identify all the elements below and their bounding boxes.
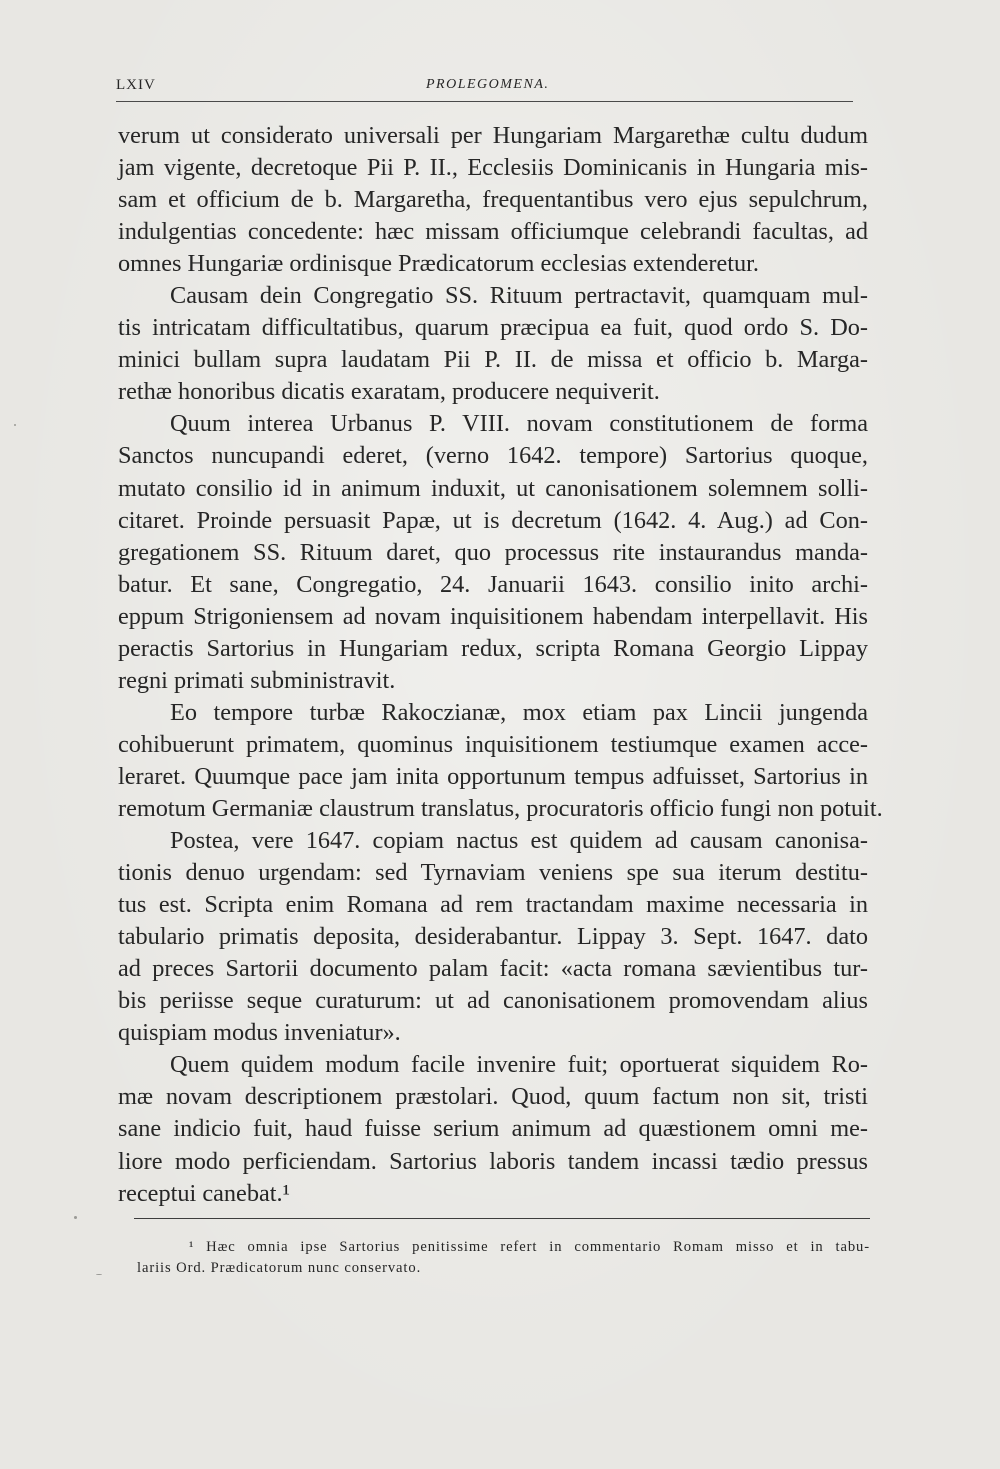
text-line: Eo tempore turbæ Rakoczianæ, mox etiam pax Lincii jungenda [170,698,868,726]
text-line: receptui canebat.¹ [118,1179,290,1207]
text-line: Quem quidem modum facile invenire fuit; oportuerat siquidem Ro- [170,1051,868,1079]
text-line: gregationem SS. Rituum daret, quo processus rite instaurandus manda- [118,538,868,566]
text-line: Postea, vere 1647. copiam nactus est quidem ad causam canonisa- [170,827,868,855]
paper-speck [14,424,16,426]
text-line: verum ut considerato universali per Hungariam Margarethæ cultu dudum [118,122,868,149]
text-line: Causam dein Congregatio SS. Rituum pertractavit, quamquam mul- [170,282,868,310]
text-line: peractis Sartorius in Hungariam redux, scripta Romana Georgio Lippay [118,634,868,662]
page-header [116,77,851,99]
text-line: cohibuerunt primatem, quominus inquisitionem testiumque examen acce- [118,730,868,758]
text-line: liore modo perficiendam. Sartorius laboris tandem incassi tædio pressus [118,1147,868,1175]
text-line: remotum Germaniæ claustrum translatus, procuratoris officio fungi non potuit. [118,794,883,822]
footnote-rule [134,1218,870,1219]
text-line: mutato consilio id in animum induxit, ut canonisationem solemnem solli- [118,474,868,502]
text-line: sam et officium de b. Margaretha, frequentantibus vero ejus sepulchrum, [118,186,868,214]
text-line: bis periisse seque curaturum: ut ad canonisationem promovendam alius [118,987,868,1015]
header-rule [116,101,853,102]
footnote [137,1237,870,1279]
text-line: tis intricatam difficultatibus, quarum præcipua ea fuit, quod ordo S. Do- [118,314,868,342]
paper-speck [74,1216,77,1219]
text-line: sane indicio fuit, haud fuisse serium animum ad quæstionem omni me- [118,1115,868,1143]
text-line: citaret. Proinde persuasit Papæ, ut is decretum (1642. 4. Aug.) ad Con- [118,506,868,534]
text-line: Sanctos nuncupandi ederet, (verno 1642. tempore) Sartorius quoque, [118,442,868,470]
text-line: eppum Strigoniensem ad novam inquisitionem habendam interpellavit. His [118,602,868,630]
text-line: Quum interea Urbanus P. VIII. novam constitutionem de forma [170,410,868,438]
body-text [118,120,883,1210]
text-line: quispiam modus inveniatur». [118,1019,401,1047]
text-line: minici bullam supra laudatam Pii P. II. de missa et officio b. Marga- [118,346,868,374]
paper-speck [96,1274,102,1275]
text-line: indulgentias concedente: hæc missam officiumque celebrandi facultas, ad [118,218,868,246]
text-line: regni primati subministravit. [118,666,396,694]
text-line: tabulario primatis deposita, desiderabantur. Lippay 3. Sept. 1647. dato [118,923,868,951]
text-line: omnes Hungariæ ordinisque Prædicatorum ecclesias extenderetur. [118,250,759,278]
text-line: tionis denuo urgendam: sed Tyrnaviam veniens spe sua iterum destitu- [118,859,868,887]
text-line: batur. Et sane, Congregatio, 24. Januarii 1643. consilio inito archi- [118,570,868,598]
footnote-line: lariis Ord. Prædicatorum nunc conservato. [137,1260,422,1276]
text-line: rethæ honoribus dicatis exaratam, producere nequiverit. [118,378,660,406]
folio-number: LXIV [116,77,156,93]
running-title: PROLEGOMENA. [426,77,550,92]
footnote-line: ¹ Hæc omnia ipse Sartorius penitissime refert in commentario Romam misso et in tabu- [189,1239,870,1255]
text-line: mæ novam descriptionem præstolari. Quod, quum factum non sit, tristi [118,1083,868,1111]
text-line: leraret. Quumque pace jam inita opportunum tempus adfuisset, Sartorius in [118,762,868,790]
text-line: jam vigente, decretoque Pii P. II., Ecclesiis Dominicanis in Hungaria mis- [118,154,868,182]
text-line: ad preces Sartorii documento palam facit: «acta romana sævientibus tur- [118,955,868,983]
text-line: tus est. Scripta enim Romana ad rem tractandam maxime necessaria in [118,891,868,919]
